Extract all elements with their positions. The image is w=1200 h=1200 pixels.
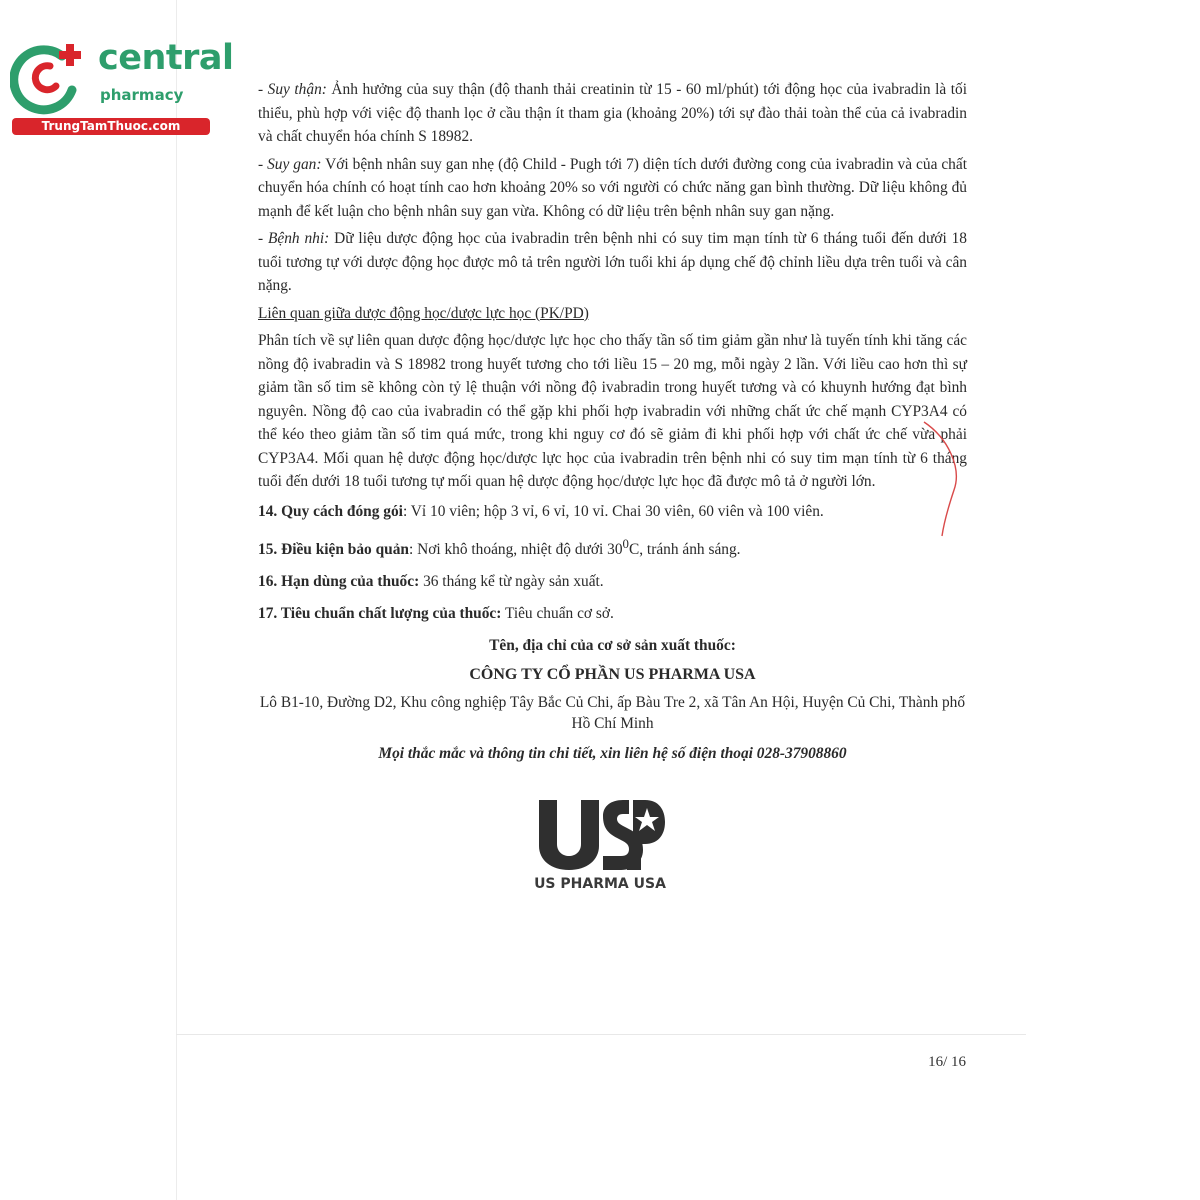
section-15-label: 15. Điều kiện bảo quản bbox=[258, 540, 409, 558]
document-body bbox=[258, 78, 967, 765]
section-14-label: 14. Quy cách đóng gói bbox=[258, 502, 403, 520]
kidney-paragraph bbox=[258, 78, 967, 149]
sheet-bottom-edge bbox=[176, 1034, 1026, 1035]
page-number: 16/ 16 bbox=[928, 1054, 966, 1070]
liver-paragraph bbox=[258, 153, 967, 224]
watermark-site: TrungTamThuoc.com bbox=[12, 118, 210, 135]
pkpd-paragraph: Phân tích về sự liên quan dược động học/dược lực học cho thấy tần số tim giảm gần như là tuyến tính khi tăng các nồng độ ivabradin và S 18982 trong huyết tương cho tới liều 15 – 20 mg, mỗi ngày 2 lần. Với liều cao hơn thì sự giảm tần số tim sẽ không còn tỷ lệ thuận với nồng độ ivabradin trong huyết tương và có khuynh hướng đạt bình nguyên. Nồng độ cao của ivabradin có thể gặp khi phối hợp ivabradin với những chất ức chế mạnh CYP3A4 có thể kéo theo giảm tần số tim quá mức, trong khi nguy cơ đó sẽ giảm đi khi phối hợp với chất ức chế vừa phải CYP3A4. Mối quan hệ dược động học/dược lực học của ivabradin trên bệnh nhi có suy tim mạn tính từ 6 tháng tuổi đến dưới 18 tuổi tương tự mối quan hệ dược động học/dược lực học đã được mô tả ở người lớn. bbox=[258, 332, 967, 490]
manufacturer-heading: Tên, địa chỉ của cơ sở sản xuất thuốc: bbox=[489, 636, 736, 654]
pharmacy-cross-icon bbox=[10, 38, 90, 116]
section-14-text: : Vỉ 10 viên; hộp 3 vỉ, 6 vỉ, 10 vỉ. Chai 30 viên, 60 viên và 100 viên. bbox=[402, 502, 824, 520]
sheet-edge bbox=[176, 0, 177, 1200]
watermark-brand: central bbox=[98, 38, 234, 78]
watermark-sub: pharmacy bbox=[100, 86, 184, 104]
section-15-sup: 0 bbox=[622, 536, 629, 551]
contact-line: Mọi thắc mắc và thông tin chi tiết, xin liên hệ số điện thoại 028-37908860 bbox=[378, 744, 847, 762]
section-16-text: 36 tháng kể từ ngày sản xuất. bbox=[419, 572, 604, 590]
kidney-label: - Suy thận: bbox=[258, 81, 327, 98]
section-17-text: Tiêu chuẩn cơ sở. bbox=[501, 604, 614, 622]
section-17 bbox=[258, 600, 967, 628]
company-address: Lô B1-10, Đường D2, Khu công nghiệp Tây Bắc Củ Chi, ấp Bàu Tre 2, xã Tân An Hội, Huyện Củ Chi, Thành phố Hồ Chí Minh bbox=[259, 693, 966, 732]
company-name: CÔNG TY CỔ PHẦN US PHARMA USA bbox=[469, 665, 756, 683]
section-14 bbox=[258, 498, 967, 526]
pkpd-heading: Liên quan giữa dược động học/dược lực học (PK/PD) bbox=[258, 304, 589, 322]
child-text: Dữ liệu dược động học của ivabradin trên bệnh nhi có suy tim mạn tính từ 6 tháng tuổi đến dưới 18 tuổi tương tự với dược động học được mô tả trên người lớn tuổi khi áp dụng chế độ chỉnh liều dựa trên tuổi và cân nặng. bbox=[258, 230, 967, 294]
section-16 bbox=[258, 568, 967, 596]
liver-text: Với bệnh nhân suy gan nhẹ (độ Child - Pugh tới 7) diện tích dưới đường cong của ivabradin và của chất chuyển hóa chính có hoạt tính cao hơn khoảng 20% so với người có chức năng gan bình thường. Dữ liệu không đủ mạnh để kết luận cho bệnh nhân suy gan vừa. Không có dữ liệu trên bệnh nhân suy gan nặng. bbox=[258, 155, 967, 220]
signature-mark-icon bbox=[918, 418, 968, 538]
kidney-text: Ảnh hưởng của suy thận (độ thanh thải creatinin từ 15 - 60 ml/phút) tới động học của ivabradin là tối thiểu, phù hợp với việc độ thanh lọc ở cầu thận ít tham gia (khoảng 20%) tới sự đào thải toàn thể của cả ivabradin và chất chuyển hóa chính S 18982. bbox=[258, 81, 968, 145]
section-16-label: 16. Hạn dùng của thuốc: bbox=[258, 572, 420, 590]
child-label: - Bệnh nhi: bbox=[258, 230, 330, 247]
child-paragraph bbox=[258, 227, 967, 298]
section-15-text-b: C, tránh ánh sáng. bbox=[628, 540, 741, 558]
section-15-text-a: : Nơi khô thoáng, nhiệt độ dưới 30 bbox=[408, 540, 623, 558]
usp-logo-name: US PHARMA USA bbox=[534, 876, 666, 892]
watermark-logo bbox=[10, 38, 234, 138]
section-17-label: 17. Tiêu chuẩn chất lượng của thuốc: bbox=[258, 604, 502, 622]
liver-label: - Suy gan: bbox=[258, 155, 322, 173]
section-15 bbox=[258, 530, 967, 564]
